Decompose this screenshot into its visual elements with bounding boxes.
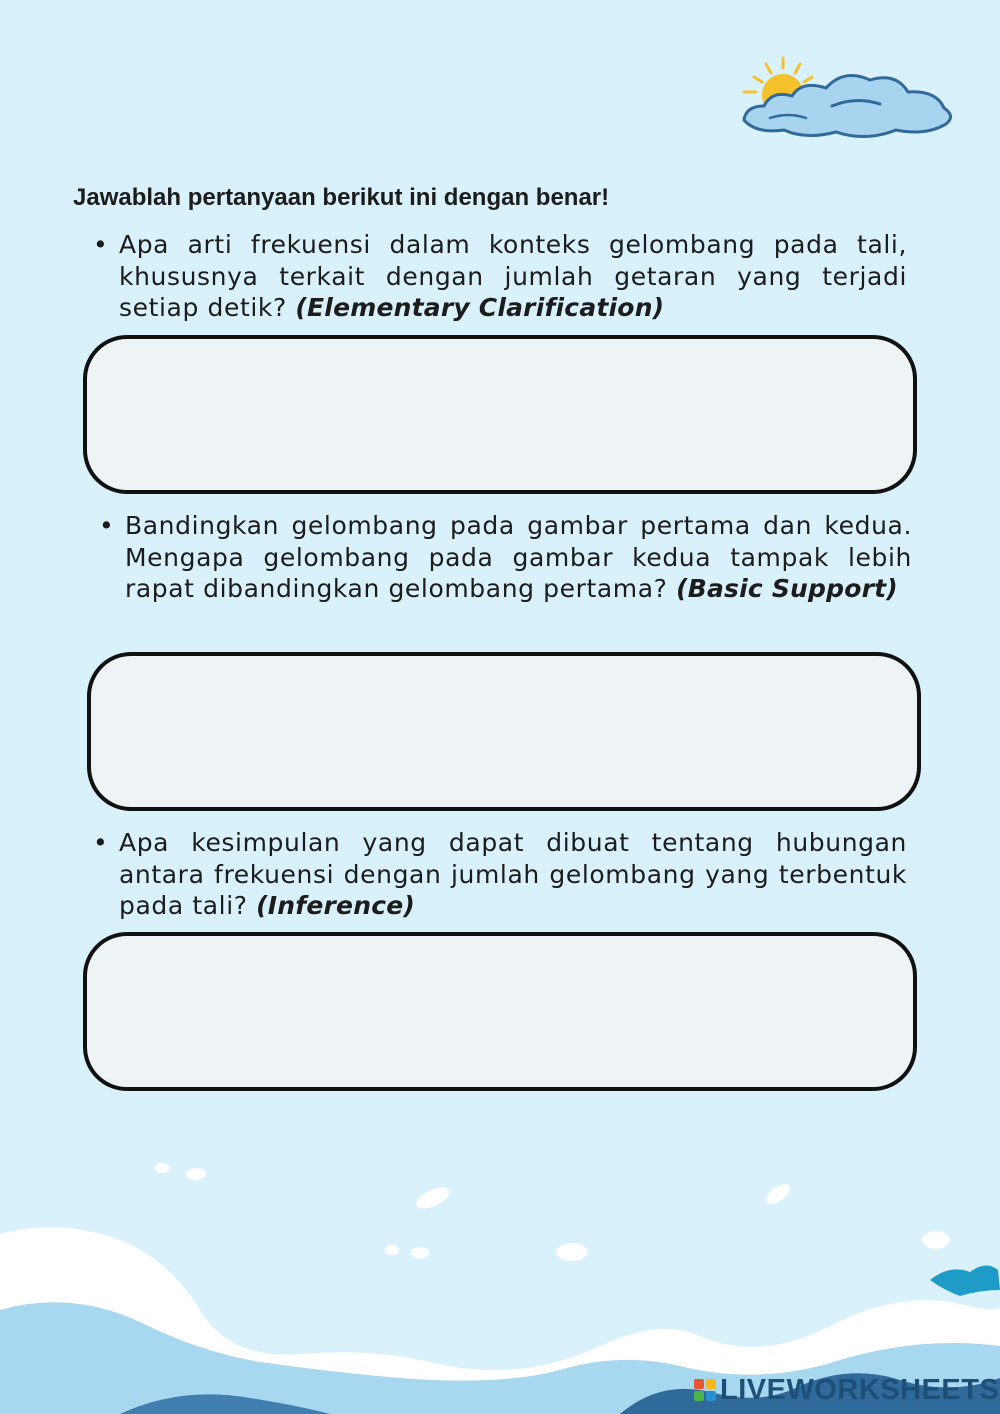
question-3-text: Apa kesimpulan yang dapat dibuat tentang hubungan antara frekuensi dengan jumlah gelombang yang terbentuk pada tali? bbox=[119, 828, 907, 920]
question-1-text: Apa arti frekuensi dalam konteks gelombang pada tali, khususnya terkait dengan jumlah getaran yang terjadi setiap detik? bbox=[119, 230, 907, 322]
question-2-text: Bandingkan gelombang pada gambar pertama dan kedua. Mengapa gelombang pada gambar kedua tampak lebih rapat dibandingkan gelombang pertama? bbox=[125, 511, 912, 603]
answer-box-1[interactable] bbox=[83, 335, 917, 494]
question-2 bbox=[99, 510, 912, 605]
instruction-heading: Jawablah pertanyaan berikut ini dengan benar! bbox=[73, 184, 610, 211]
answer-box-2[interactable] bbox=[87, 652, 921, 811]
answer-box-3[interactable] bbox=[83, 932, 917, 1091]
question-1-tag: (Elementary Clarification) bbox=[295, 293, 665, 322]
bullet-icon: • bbox=[93, 230, 109, 259]
question-3 bbox=[93, 827, 907, 922]
question-2-tag: (Basic Support) bbox=[676, 574, 898, 603]
question-3-tag: (Inference) bbox=[256, 891, 415, 920]
liveworksheets-logo bbox=[694, 1372, 999, 1408]
bullet-icon: • bbox=[93, 828, 109, 857]
liveworksheets-mark-icon bbox=[694, 1379, 716, 1401]
liveworksheets-wordmark: LIVEWORKSHEETS bbox=[720, 1373, 1000, 1406]
sun-cloud-icon bbox=[736, 50, 956, 145]
bullet-icon: • bbox=[99, 511, 115, 540]
question-1 bbox=[93, 229, 907, 324]
